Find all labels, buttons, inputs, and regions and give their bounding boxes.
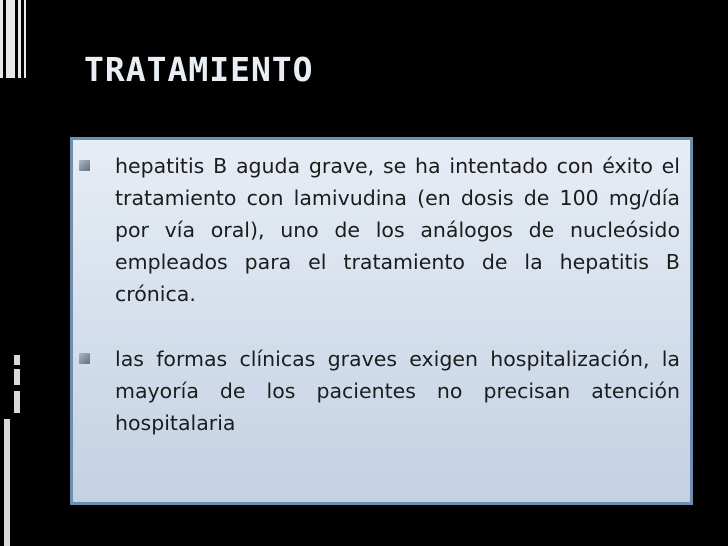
decorative-bar	[6, 0, 15, 78]
bullet-text: las formas clínicas graves exigen hospitalización, la mayoría de los pacientes no precisan atención hospitalaria	[115, 347, 680, 435]
content-box	[70, 137, 693, 505]
square-bullet-icon	[79, 160, 90, 171]
decorative-bar	[14, 391, 20, 413]
decorative-bar	[14, 355, 20, 365]
top-left-decorative-bars	[0, 0, 29, 78]
slide-title: TRATAMIENTO	[84, 50, 314, 89]
decorative-bar	[0, 0, 3, 78]
bullet-list	[73, 150, 690, 472]
decorative-bar	[4, 419, 10, 546]
left-decorative-bars	[14, 355, 32, 546]
bullet-text: hepatitis B aguda grave, se ha intentado con éxito el tratamiento con lamivudina (en dosis de 100 mg/día por vía oral), uno de los análogos de nucleósido empleados para el tratamiento de la hepatitis B crónica.	[115, 154, 680, 306]
decorative-bar	[14, 369, 20, 385]
decorative-bar	[18, 0, 21, 78]
bullet-item	[73, 150, 690, 310]
decorative-bar	[24, 0, 26, 78]
square-bullet-icon	[79, 353, 90, 364]
bullet-item	[73, 343, 690, 439]
